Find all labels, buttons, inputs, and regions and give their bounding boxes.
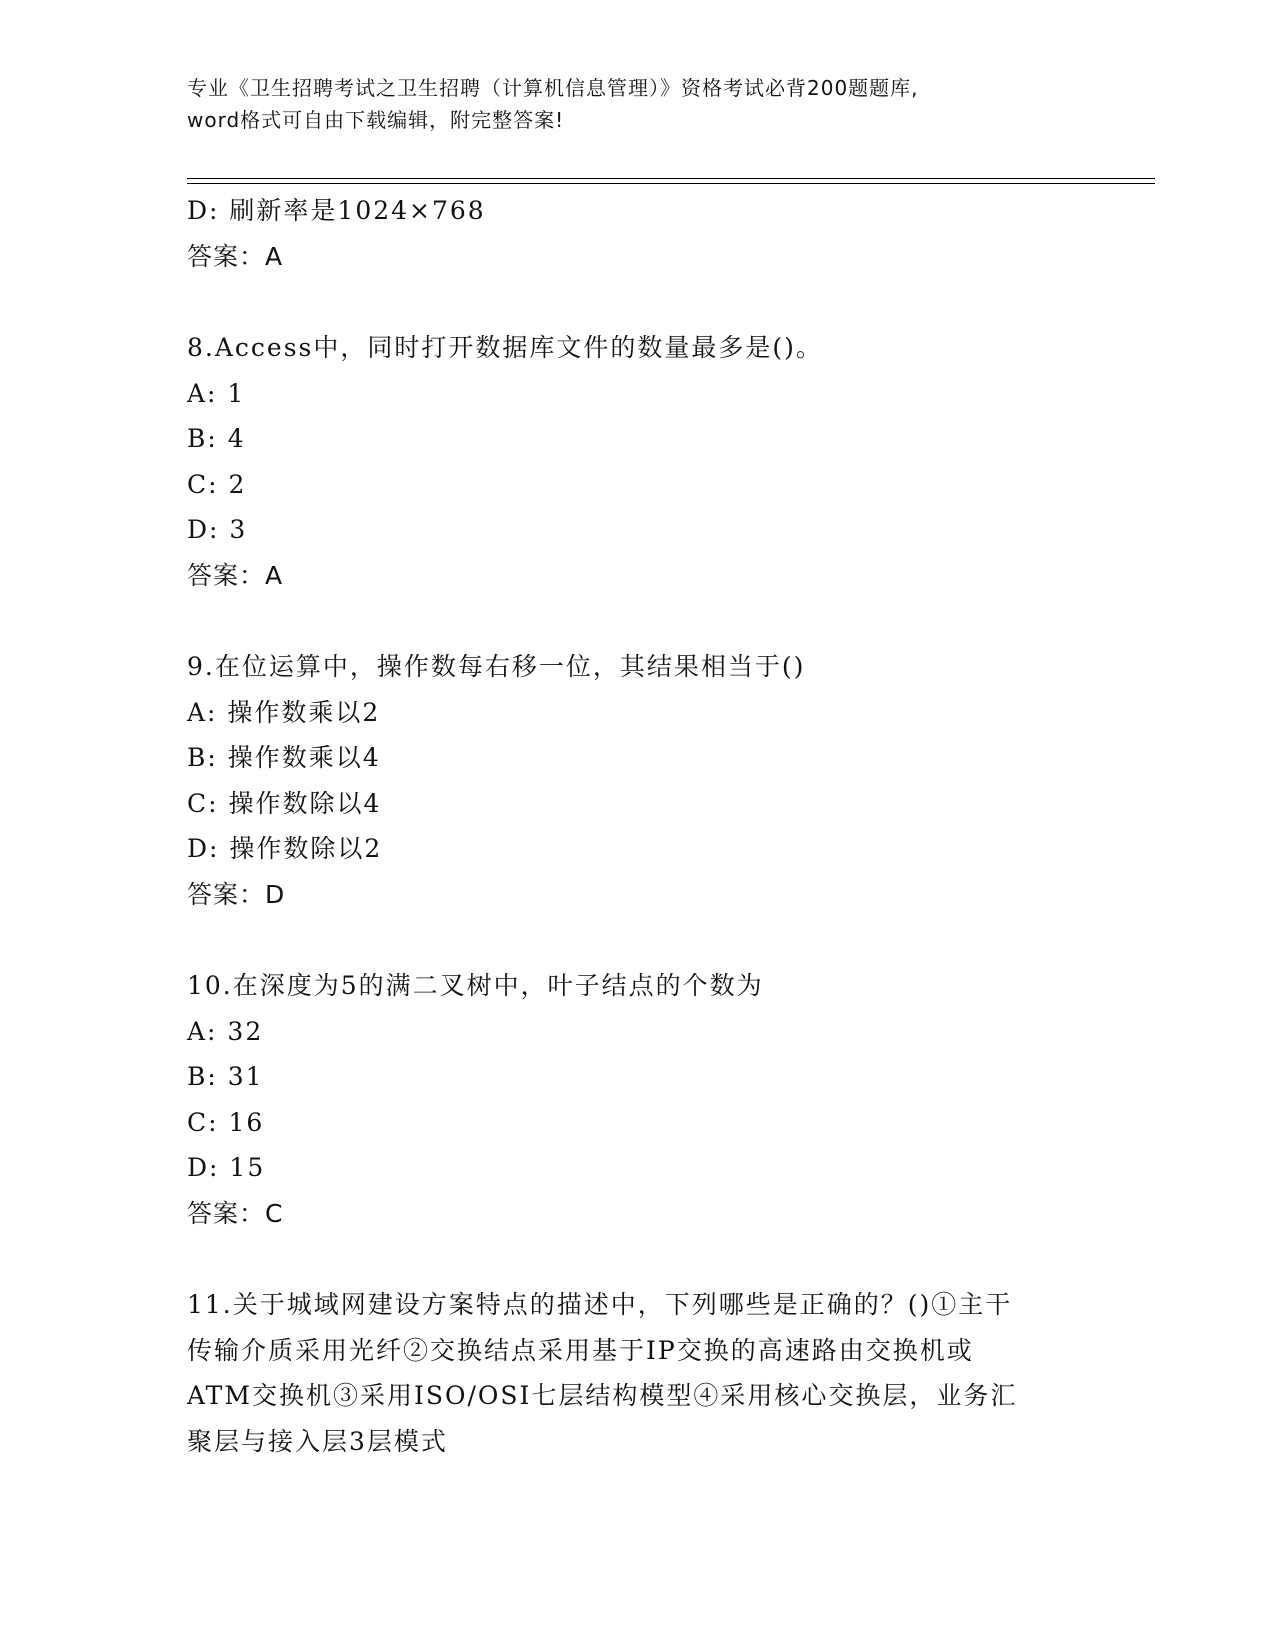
question-11 — [187, 1282, 1087, 1464]
option-a: A: 32 — [187, 1016, 264, 1046]
header-divider-bottom — [187, 183, 1155, 184]
spacer — [187, 1236, 1087, 1282]
spacer — [187, 279, 1087, 325]
option-d: D: 刷新率是1024×768 — [187, 196, 486, 225]
option-b: B: 4 — [187, 424, 246, 453]
option-a: A: 操作数乘以2 — [187, 697, 381, 727]
option-b: B: 31 — [187, 1062, 264, 1091]
question-9 — [187, 644, 1087, 917]
question-7-tail — [187, 188, 1087, 279]
option-c: C: 16 — [187, 1107, 265, 1137]
document-body — [187, 188, 1087, 1464]
answer-line: 答案：A — [187, 560, 284, 590]
answer-line: 答案：C — [187, 1198, 284, 1228]
spacer — [187, 917, 1087, 963]
answer-line: 答案：D — [187, 879, 286, 909]
answer-line: 答案：A — [187, 241, 284, 271]
option-d: D: 15 — [187, 1153, 266, 1182]
question-8 — [187, 325, 1087, 598]
option-a: A: 1 — [187, 378, 246, 408]
question-stem: 9.在位运算中，操作数每右移一位，其结果相当于() — [187, 652, 806, 681]
question-stem-line-4: 聚层与接入层3层模式 — [187, 1426, 448, 1456]
option-c: C: 2 — [187, 469, 247, 499]
option-b: B: 操作数乘以4 — [187, 743, 381, 772]
question-stem-line-1: 11.关于城域网建设方案特点的描述中，下列哪些是正确的？()①主干 — [187, 1290, 1013, 1319]
option-c: C: 操作数除以4 — [187, 788, 382, 818]
question-stem: 8.Access中，同时打开数据库文件的数量最多是()。 — [187, 333, 823, 362]
header-title-line-1: 专业《卫生招聘考试之卫生招聘（计算机信息管理）》资格考试必背200题题库, — [187, 76, 919, 100]
option-d: D: 操作数除以2 — [187, 834, 383, 863]
question-stem-line-2: 传输介质采用光纤②交换结点采用基于IP交换的高速路由交换机或 — [187, 1335, 974, 1365]
question-10 — [187, 963, 1087, 1236]
question-stem-line-3: ATM交换机③采用ISO/OSI七层结构模型④采用核心交换层，业务汇 — [187, 1381, 1018, 1410]
header-title-line-2: word格式可自由下载编辑，附完整答案! — [187, 108, 565, 132]
question-stem: 10.在深度为5的满二叉树中，叶子结点的个数为 — [187, 971, 764, 1000]
spacer — [187, 598, 1087, 644]
header-divider-top — [187, 178, 1155, 179]
option-d: D: 3 — [187, 515, 248, 544]
document-header — [187, 72, 1087, 136]
